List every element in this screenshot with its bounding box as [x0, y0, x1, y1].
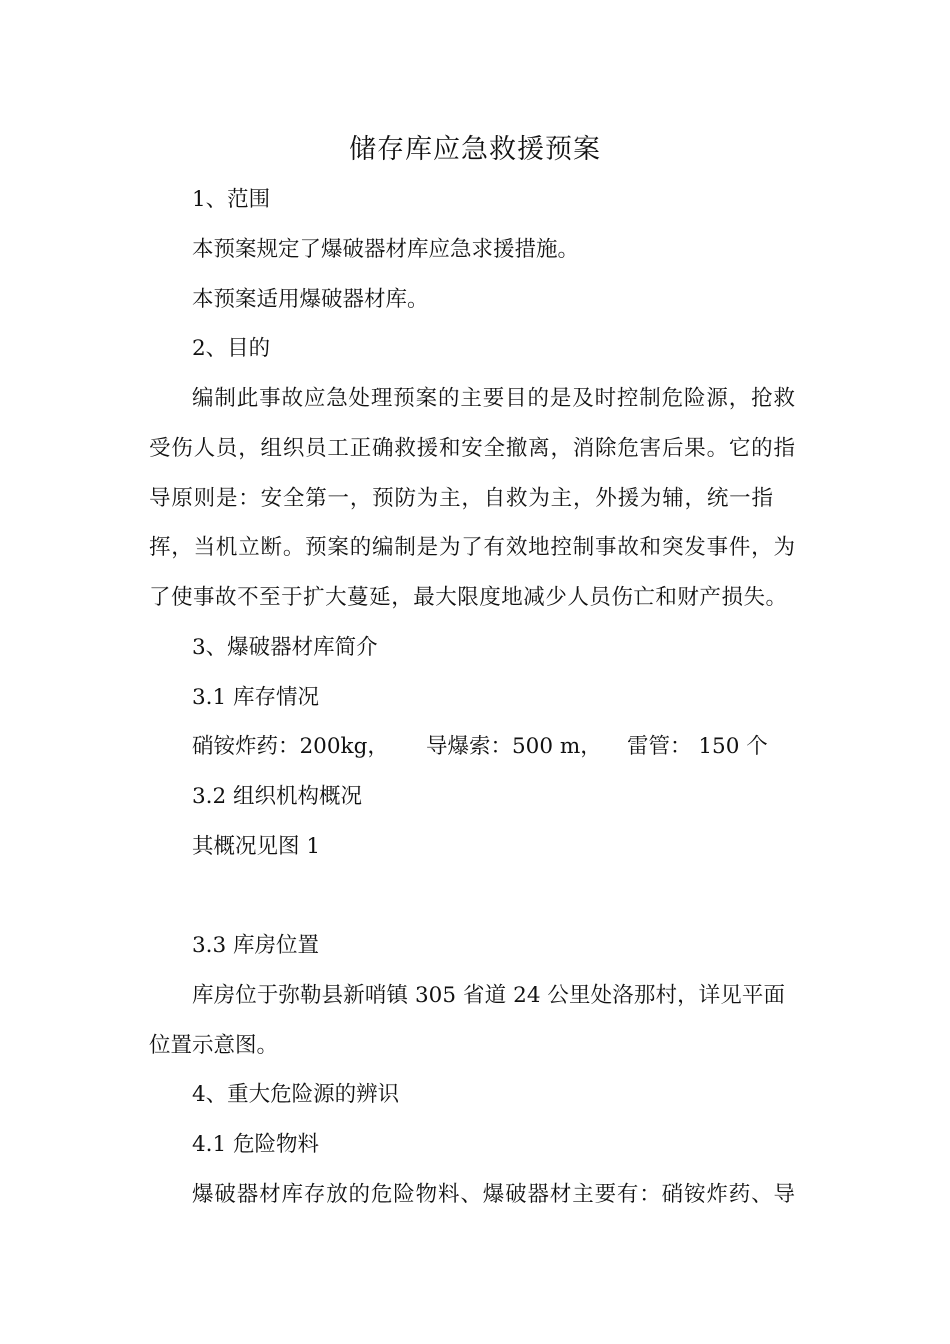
section-heading-purpose: 2、目的: [192, 336, 271, 361]
organization-text: 其概况见图 1: [192, 834, 321, 859]
purpose-line: 挥，当机立断。预案的编制是为了有效地控制事故和突发事件，为: [149, 535, 795, 560]
section-heading-overview: 3、爆破器材库简介: [192, 635, 378, 660]
section-heading-hazard-identification: 4、重大危险源的辨识: [192, 1082, 400, 1107]
subsection-heading-hazardous-materials: 4.1 危险物料: [192, 1132, 320, 1157]
purpose-line: 受伤人员，组织员工正确救援和安全撤离，消除危害后果。它的指: [149, 436, 795, 461]
subsection-heading-organization: 3.2 组织机构概况: [192, 784, 363, 809]
hazardous-materials-line: 爆破器材库存放的危险物料、爆破器材主要有：硝铵炸药、导: [192, 1182, 795, 1207]
purpose-line: 了使事故不至于扩大蔓延，最大限度地减少人员伤亡和财产损失。: [149, 585, 787, 610]
scope-paragraph-1: 本预案规定了爆破器材库应急求援措施。: [192, 237, 580, 262]
subsection-heading-location: 3.3 库房位置: [192, 933, 320, 958]
location-line: 位置示意图。: [149, 1033, 279, 1058]
inventory-item-explosive: 硝铵炸药：200kg，: [192, 734, 389, 759]
scope-paragraph-2: 本预案适用爆破器材库。: [192, 287, 429, 312]
document-title: 储存库应急救援预案: [349, 134, 601, 165]
inventory-item-detonating-cord: 导爆索：500 m，: [426, 734, 602, 759]
subsection-heading-inventory: 3.1 库存情况: [192, 685, 320, 710]
location-line: 库房位于弥勒县新哨镇 305 省道 24 公里处洛那村，详见平面: [192, 983, 785, 1008]
purpose-line: 导原则是：安全第一，预防为主，自救为主，外援为辅，统一指: [149, 486, 773, 511]
inventory-item-detonator: 雷管： 150 个: [627, 734, 768, 759]
purpose-line: 编制此事故应急处理预案的主要目的是及时控制危险源，抢救: [192, 386, 795, 411]
section-heading-scope: 1、范围: [192, 187, 271, 212]
